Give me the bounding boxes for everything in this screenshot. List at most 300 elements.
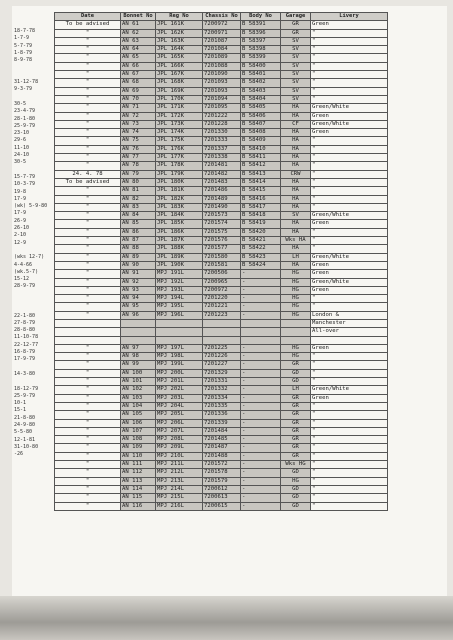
- header-reg-no: Reg No: [156, 13, 203, 21]
- cell-bonnet-no: AN 112: [121, 469, 156, 477]
- cell-reg-no: JPL 161K: [156, 21, 203, 29]
- cell-chassis-no: 7201486: [203, 187, 241, 195]
- cell-chassis-no: 7201088: [203, 62, 241, 70]
- cell-body-no: B 58413: [241, 170, 281, 178]
- cell-bonnet-no: AN 96: [121, 311, 156, 319]
- cell-reg-no: MPJ 214L: [156, 485, 203, 493]
- cell-date: ": [55, 278, 121, 286]
- cell-garage: GR: [281, 427, 311, 435]
- cell-chassis-no: 7201227: [203, 361, 241, 369]
- cell-livery: Green: [311, 344, 388, 352]
- cell-reg-no: MPJ 212L: [156, 469, 203, 477]
- cell-body-no: -: [241, 402, 281, 410]
- cell-body-no: B 58418: [241, 212, 281, 220]
- cell-garage: HA: [281, 195, 311, 203]
- cell-date: ": [55, 436, 121, 444]
- cell-livery: ": [311, 29, 388, 37]
- cell-body-no: B 58401: [241, 71, 281, 79]
- cell-garage: HG: [281, 278, 311, 286]
- cell-bonnet-no: AN 82: [121, 195, 156, 203]
- cell-chassis-no: 7201581: [203, 261, 241, 269]
- cell-body-no: B 58409: [241, 137, 281, 145]
- cell-bonnet-no: AN 80: [121, 178, 156, 186]
- cell-reg-no: MPJ 204L: [156, 402, 203, 410]
- cell-garage: GR: [281, 402, 311, 410]
- margin-note: 14-3-80: [14, 370, 36, 377]
- cell-body-no: B 58397: [241, 37, 281, 45]
- cell-bonnet-no: AN 108: [121, 436, 156, 444]
- cell-body-no: B 58407: [241, 120, 281, 128]
- cell-bonnet-no: AN 103: [121, 394, 156, 402]
- cell-reg-no: JPL 164K: [156, 46, 203, 54]
- cell-reg-no: JPL 188K: [156, 245, 203, 253]
- cell-bonnet-no: AN 97: [121, 344, 156, 352]
- margin-note: 11-10-78: [14, 334, 39, 341]
- cell-garage: SV: [281, 37, 311, 45]
- cell-date: ": [55, 344, 121, 352]
- cell-bonnet-no: AN 94: [121, 295, 156, 303]
- cell-chassis-no: 7201332: [203, 386, 241, 394]
- cell-date: ": [55, 212, 121, 220]
- cell-bonnet-no: [121, 336, 156, 344]
- cell-garage: GD: [281, 485, 311, 493]
- cell-chassis-no: 7201331: [203, 378, 241, 386]
- cell-reg-no: MPJ 201L: [156, 378, 203, 386]
- table-row: [55, 104, 388, 112]
- cell-chassis-no: [203, 336, 241, 344]
- cell-body-no: -: [241, 452, 281, 460]
- cell-reg-no: [156, 328, 203, 336]
- cell-bonnet-no: AN 79: [121, 170, 156, 178]
- cell-date: ": [55, 54, 121, 62]
- cell-reg-no: JPL 169K: [156, 87, 203, 95]
- cell-date: ": [55, 378, 121, 386]
- table-row: [55, 386, 388, 394]
- cell-bonnet-no: AN 74: [121, 129, 156, 137]
- cell-reg-no: JPL 180K: [156, 178, 203, 186]
- cell-garage: HA: [281, 145, 311, 153]
- cell-reg-no: JPL 178K: [156, 162, 203, 170]
- cell-date: ": [55, 402, 121, 410]
- cell-date: ": [55, 427, 121, 435]
- cell-chassis-no: 7201488: [203, 452, 241, 460]
- cell-date: ": [55, 303, 121, 311]
- margin-note: 22-12-77: [14, 341, 39, 348]
- table-row: [55, 469, 388, 477]
- cell-body-no: -: [241, 311, 281, 319]
- margin-note: (wk) 5-9-80: [14, 203, 48, 210]
- table-row: [55, 46, 388, 54]
- cell-chassis-no: 7201223: [203, 311, 241, 319]
- cell-chassis-no: 7201487: [203, 444, 241, 452]
- cell-body-no: -: [241, 386, 281, 394]
- margin-note: 5-7-79: [14, 42, 33, 49]
- cell-chassis-no: 7201220: [203, 295, 241, 303]
- cell-garage: HA: [281, 203, 311, 211]
- cell-body-no: -: [241, 485, 281, 493]
- cell-reg-no: [156, 336, 203, 344]
- cell-chassis-no: 7200965: [203, 278, 241, 286]
- cell-livery: ": [311, 485, 388, 493]
- cell-bonnet-no: AN 86: [121, 228, 156, 236]
- margin-note: 10-3-79: [14, 181, 36, 188]
- cell-date: ": [55, 237, 121, 245]
- cell-date: ": [55, 79, 121, 87]
- margin-note: [14, 72, 56, 79]
- cell-body-no: B 58408: [241, 129, 281, 137]
- cell-body-no: [241, 336, 281, 344]
- table-row: [55, 87, 388, 95]
- cell-livery: ": [311, 137, 388, 145]
- cell-body-no: B 58423: [241, 253, 281, 261]
- cell-body-no: -: [241, 361, 281, 369]
- cell-chassis-no: 7200613: [203, 494, 241, 502]
- cell-reg-no: JPL 162K: [156, 29, 203, 37]
- cell-chassis-no: 7201577: [203, 245, 241, 253]
- cell-livery: ": [311, 303, 388, 311]
- cell-garage: SV: [281, 71, 311, 79]
- cell-chassis-no: 7201481: [203, 162, 241, 170]
- cell-chassis-no: 7200612: [203, 485, 241, 493]
- cell-garage: GR: [281, 419, 311, 427]
- cell-livery: ": [311, 170, 388, 178]
- cell-chassis-no: 7201336: [203, 411, 241, 419]
- cell-reg-no: JPL 187K: [156, 237, 203, 245]
- cell-chassis-no: 7200506: [203, 270, 241, 278]
- cell-date: ": [55, 162, 121, 170]
- cell-date: ": [55, 386, 121, 394]
- cell-livery: ": [311, 37, 388, 45]
- cell-livery: Green/White: [311, 253, 388, 261]
- table-row: [55, 336, 388, 344]
- cell-date: ": [55, 477, 121, 485]
- cell-chassis-no: 7201228: [203, 120, 241, 128]
- margin-note: [14, 94, 56, 101]
- cell-reg-no: MPJ 194L: [156, 295, 203, 303]
- cell-livery: ": [311, 79, 388, 87]
- cell-garage: GD: [281, 502, 311, 510]
- cell-reg-no: JPL 181K: [156, 187, 203, 195]
- cell-reg-no: MPJ 193L: [156, 286, 203, 294]
- cell-body-no: B 58402: [241, 79, 281, 87]
- cell-date: ": [55, 137, 121, 145]
- table-row: [55, 353, 388, 361]
- cell-date: ": [55, 485, 121, 493]
- cell-date: ": [55, 253, 121, 261]
- margin-note: 26-9: [14, 217, 27, 224]
- cell-date: ": [55, 286, 121, 294]
- cell-garage: HA: [281, 112, 311, 120]
- cell-body-no: -: [241, 494, 281, 502]
- cell-date: ": [55, 461, 121, 469]
- cell-livery: ": [311, 295, 388, 303]
- cell-garage: Wks HG: [281, 461, 311, 469]
- cell-body-no: B 58411: [241, 154, 281, 162]
- cell-garage: HA: [281, 129, 311, 137]
- margin-note: [14, 364, 56, 371]
- cell-bonnet-no: AN 85: [121, 220, 156, 228]
- cell-livery: ": [311, 195, 388, 203]
- margin-note: (wk.5-7): [14, 268, 39, 275]
- cell-bonnet-no: AN 111: [121, 461, 156, 469]
- table-row: [55, 154, 388, 162]
- cell-garage: SV: [281, 54, 311, 62]
- table-row: [55, 203, 388, 211]
- cell-chassis-no: 7201338: [203, 154, 241, 162]
- margin-note: 8-9-78: [14, 57, 33, 64]
- cell-reg-no: JPL 172K: [156, 112, 203, 120]
- cell-livery: ": [311, 162, 388, 170]
- cell-body-no: B 58417: [241, 203, 281, 211]
- cell-reg-no: JPL 182K: [156, 195, 203, 203]
- cell-date: ": [55, 29, 121, 37]
- cell-livery: ": [311, 461, 388, 469]
- cell-chassis-no: 7201580: [203, 253, 241, 261]
- cell-bonnet-no: AN 102: [121, 386, 156, 394]
- cell-body-no: B 58415: [241, 187, 281, 195]
- table-row: [55, 21, 388, 29]
- table-row: [55, 419, 388, 427]
- cell-body-no: [241, 319, 281, 327]
- cell-garage: SV: [281, 95, 311, 103]
- cell-garage: HG: [281, 311, 311, 319]
- cell-date: ": [55, 195, 121, 203]
- cell-bonnet-no: AN 72: [121, 112, 156, 120]
- cell-garage: GR: [281, 29, 311, 37]
- cell-bonnet-no: AN 70: [121, 95, 156, 103]
- table-row: [55, 369, 388, 377]
- cell-garage: GR: [281, 444, 311, 452]
- cell-chassis-no: 7201095: [203, 104, 241, 112]
- margin-note: 30-5: [14, 100, 27, 107]
- cell-bonnet-no: AN 98: [121, 353, 156, 361]
- margin-note: 28-9-79: [14, 283, 36, 290]
- cell-livery: ": [311, 361, 388, 369]
- cell-livery: ": [311, 203, 388, 211]
- margin-note: 15-1: [14, 407, 27, 414]
- margin-note: 23-4-79: [14, 108, 36, 115]
- cell-bonnet-no: AN 107: [121, 427, 156, 435]
- table-row: [55, 71, 388, 79]
- margin-note: 21-8-80: [14, 414, 36, 421]
- margin-note: 26-10: [14, 225, 30, 232]
- cell-body-no: B 58424: [241, 261, 281, 269]
- cell-bonnet-no: AN 105: [121, 411, 156, 419]
- table-header-row: [55, 13, 388, 21]
- cell-bonnet-no: AN 100: [121, 369, 156, 377]
- margin-note: 12-1-81: [14, 436, 36, 443]
- cell-body-no: B 58396: [241, 29, 281, 37]
- table-row: [55, 245, 388, 253]
- cell-livery: All-over: [311, 328, 388, 336]
- cell-bonnet-no: AN 93: [121, 286, 156, 294]
- scan-shadow: [0, 596, 453, 640]
- cell-bonnet-no: AN 104: [121, 402, 156, 410]
- cell-reg-no: [156, 319, 203, 327]
- cell-chassis-no: [203, 328, 241, 336]
- cell-chassis-no: 7201333: [203, 137, 241, 145]
- cell-bonnet-no: AN 89: [121, 253, 156, 261]
- cell-livery: ": [311, 154, 388, 162]
- cell-garage: HG: [281, 477, 311, 485]
- cell-date: ": [55, 411, 121, 419]
- cell-garage: HG: [281, 353, 311, 361]
- margin-note: 4-4-66: [14, 261, 33, 268]
- cell-livery: Green: [311, 270, 388, 278]
- cell-livery: ": [311, 46, 388, 54]
- cell-body-no: -: [241, 303, 281, 311]
- margin-note: 10-1: [14, 400, 27, 407]
- cell-body-no: -: [241, 353, 281, 361]
- cell-date: ": [55, 270, 121, 278]
- cell-body-no: B 58419: [241, 220, 281, 228]
- header-garage: Garage: [281, 13, 311, 21]
- margin-note: 15-12: [14, 276, 30, 283]
- cell-bonnet-no: AN 92: [121, 278, 156, 286]
- cell-livery: ": [311, 402, 388, 410]
- cell-date: ": [55, 361, 121, 369]
- cell-livery: Green: [311, 220, 388, 228]
- table-row: [55, 120, 388, 128]
- margin-note: 24-10: [14, 152, 30, 159]
- table-row: [55, 253, 388, 261]
- cell-bonnet-no: AN 71: [121, 104, 156, 112]
- cell-reg-no: MPJ 198L: [156, 353, 203, 361]
- cell-body-no: -: [241, 394, 281, 402]
- cell-garage: HA: [281, 162, 311, 170]
- cell-bonnet-no: [121, 328, 156, 336]
- table-row: [55, 261, 388, 269]
- cell-body-no: B 58416: [241, 195, 281, 203]
- table-row: [55, 295, 388, 303]
- cell-body-no: B 58400: [241, 62, 281, 70]
- table-row: [55, 37, 388, 45]
- cell-date: 24. 4. 78: [55, 170, 121, 178]
- vehicle-register-table: [54, 12, 388, 511]
- cell-body-no: -: [241, 502, 281, 510]
- table-row: [55, 402, 388, 410]
- table-row: [55, 54, 388, 62]
- cell-chassis-no: 7201483: [203, 178, 241, 186]
- cell-livery: ": [311, 178, 388, 186]
- cell-date: ": [55, 311, 121, 319]
- cell-chassis-no: 7201578: [203, 469, 241, 477]
- cell-reg-no: JPL 174K: [156, 129, 203, 137]
- cell-garage: GD: [281, 378, 311, 386]
- cell-reg-no: JPL 184K: [156, 212, 203, 220]
- cell-bonnet-no: AN 78: [121, 162, 156, 170]
- table-row: [55, 319, 388, 327]
- table-row: [55, 228, 388, 236]
- cell-reg-no: JPL 179K: [156, 170, 203, 178]
- cell-date: [55, 319, 121, 327]
- cell-livery: Green/White: [311, 278, 388, 286]
- cell-date: ": [55, 62, 121, 70]
- margin-note: 1-8-79: [14, 49, 33, 56]
- cell-garage: [281, 319, 311, 327]
- cell-body-no: -: [241, 436, 281, 444]
- cell-livery: ": [311, 494, 388, 502]
- cell-date: ": [55, 37, 121, 45]
- cell-date: ": [55, 104, 121, 112]
- cell-bonnet-no: AN 99: [121, 361, 156, 369]
- cell-body-no: -: [241, 427, 281, 435]
- cell-garage: GD: [281, 369, 311, 377]
- cell-garage: LH: [281, 253, 311, 261]
- cell-bonnet-no: AN 62: [121, 29, 156, 37]
- header-livery: Livery: [311, 13, 388, 21]
- cell-reg-no: MPJ 208L: [156, 436, 203, 444]
- cell-date: ": [55, 87, 121, 95]
- cell-bonnet-no: AN 69: [121, 87, 156, 95]
- cell-livery: ": [311, 87, 388, 95]
- table-row: [55, 29, 388, 37]
- cell-garage: HA: [281, 228, 311, 236]
- cell-date: ": [55, 46, 121, 54]
- cell-date: ": [55, 129, 121, 137]
- cell-chassis-no: 7201574: [203, 220, 241, 228]
- table-row: [55, 195, 388, 203]
- cell-chassis-no: 7201482: [203, 170, 241, 178]
- cell-body-no: B 58414: [241, 178, 281, 186]
- cell-body-no: B 58391: [241, 21, 281, 29]
- margin-note: (wks 12-7): [14, 254, 45, 261]
- cell-reg-no: JPL 167K: [156, 71, 203, 79]
- cell-livery: Green: [311, 286, 388, 294]
- cell-bonnet-no: AN 88: [121, 245, 156, 253]
- cell-garage: HG: [281, 295, 311, 303]
- margin-note: 19-8: [14, 188, 27, 195]
- cell-bonnet-no: AN 65: [121, 54, 156, 62]
- cell-reg-no: MPJ 199L: [156, 361, 203, 369]
- cell-livery: Green/White: [311, 212, 388, 220]
- cell-livery: ": [311, 378, 388, 386]
- cell-livery: ": [311, 245, 388, 253]
- cell-bonnet-no: AN 61: [121, 21, 156, 29]
- header-chassis-no: Chassis No: [203, 13, 241, 21]
- table-row: [55, 137, 388, 145]
- cell-reg-no: JPL 163K: [156, 37, 203, 45]
- cell-garage: HA: [281, 261, 311, 269]
- table-row: [55, 328, 388, 336]
- margin-note: 1-7-9: [14, 35, 30, 42]
- table-row: [55, 178, 388, 186]
- cell-garage: CRW: [281, 170, 311, 178]
- cell-garage: GR: [281, 452, 311, 460]
- cell-livery: Green: [311, 112, 388, 120]
- cell-garage: HA: [281, 154, 311, 162]
- table-row: [55, 361, 388, 369]
- margin-note: 17-9: [14, 195, 27, 202]
- cell-body-no: B 58403: [241, 87, 281, 95]
- table-row: [55, 212, 388, 220]
- cell-garage: GR: [281, 394, 311, 402]
- cell-body-no: B 58406: [241, 112, 281, 120]
- cell-reg-no: MPJ 215L: [156, 494, 203, 502]
- cell-livery: ": [311, 419, 388, 427]
- table-row: [55, 220, 388, 228]
- cell-chassis-no: 7201084: [203, 46, 241, 54]
- cell-date: ": [55, 494, 121, 502]
- cell-livery: ": [311, 95, 388, 103]
- cell-date: ": [55, 245, 121, 253]
- margin-note: 31-10-80: [14, 443, 39, 450]
- margin-note: [14, 378, 56, 385]
- cell-livery: Green/White: [311, 120, 388, 128]
- cell-chassis-no: 7201090: [203, 71, 241, 79]
- cell-chassis-no: 7201335: [203, 402, 241, 410]
- cell-reg-no: JPL 173K: [156, 120, 203, 128]
